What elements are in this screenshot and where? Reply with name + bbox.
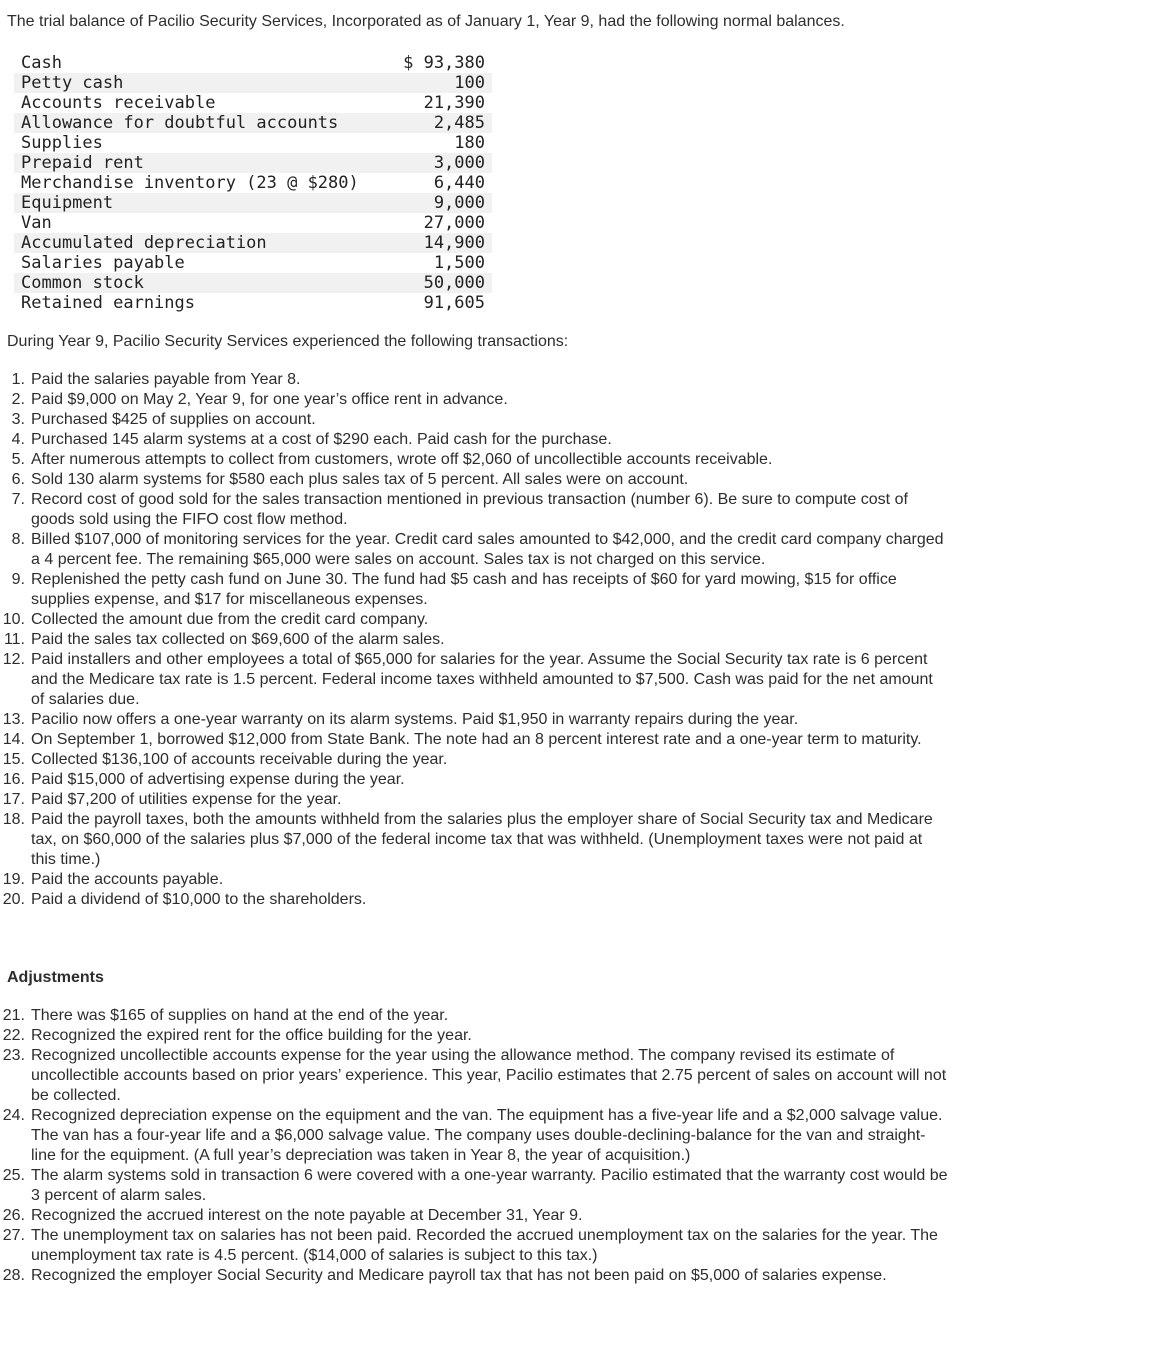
item-number: 23. [2, 1047, 25, 1064]
adjustments-list [0, 1006, 950, 1286]
item-number: 17. [2, 791, 25, 808]
adjustment-item [0, 1106, 950, 1166]
item-number: 9. [11, 571, 25, 588]
adjustments-heading: Adjustments [7, 969, 104, 986]
adjustment-item [0, 1166, 950, 1206]
item-text: Paid $9,000 on May 2, Year 9, for one year’s office rent in advance. [31, 391, 508, 408]
adjustment-item [0, 1006, 950, 1026]
transaction-item [0, 410, 950, 430]
item-text: Recognized the employer Social Security and Medicare payroll tax that has not been paid on $5,000 of salaries expense. [31, 1267, 887, 1284]
item-number: 27. [2, 1227, 25, 1244]
item-number: 2. [11, 391, 25, 408]
item-number: 19. [2, 871, 25, 888]
item-number: 20. [2, 891, 25, 908]
transaction-item [0, 530, 950, 570]
account-name: Allowance for doubtful accounts [14, 113, 368, 133]
item-text: On September 1, borrowed $12,000 from State Bank. The note had an 8 percent interest rate and a one-year term to maturity. [31, 731, 922, 748]
account-name: Supplies [21, 133, 103, 153]
transaction-item [0, 390, 950, 410]
item-text: Paid the sales tax collected on $69,600 of the alarm sales. [31, 631, 445, 648]
item-number: 3. [11, 411, 25, 428]
adjustment-item [0, 1266, 950, 1286]
item-text: Replenished the petty cash fund on June 30. The fund had $5 cash and has receipts of $60 for yard mowing, $15 for office supplies expense, and $17 for miscellaneous expenses. [31, 571, 897, 608]
account-amount: 6,440 [433, 173, 485, 193]
account-name: Cash [21, 53, 62, 73]
adjustment-item [0, 1226, 950, 1266]
account-name: Van [21, 213, 52, 233]
item-text: Paid the accounts payable. [31, 871, 224, 888]
transaction-item [0, 770, 950, 790]
trial-balance-row [14, 53, 492, 73]
trial-balance-row [14, 293, 492, 313]
account-amount: 180 [454, 133, 485, 153]
item-number: 4. [11, 431, 25, 448]
item-number: 18. [2, 811, 25, 828]
trial-balance-row [14, 173, 492, 193]
item-number: 22. [2, 1027, 25, 1044]
account-amount: 9,000 [368, 193, 492, 213]
account-amount: 1,500 [433, 253, 485, 273]
item-text: Paid $7,200 of utilities expense for the year. [31, 791, 342, 808]
item-number: 7. [11, 491, 25, 508]
transactions-list [0, 370, 950, 910]
item-text: Purchased $425 of supplies on account. [31, 411, 316, 428]
transaction-item [0, 450, 950, 470]
item-number: 12. [2, 651, 25, 668]
item-number: 10. [2, 611, 25, 628]
transaction-item [0, 790, 950, 810]
transaction-item [0, 470, 950, 490]
trial-balance-row [14, 193, 492, 213]
item-text: After numerous attempts to collect from customers, wrote off $2,060 of uncollectible accounts receivable. [31, 451, 773, 468]
transaction-item [0, 750, 950, 770]
account-amount: 91,605 [423, 293, 485, 313]
item-number: 16. [2, 771, 25, 788]
transaction-item [0, 870, 950, 890]
intro-text: The trial balance of Pacilio Security Services, Incorporated as of January 1, Year 9, had the following normal balances. [7, 13, 845, 30]
item-text: Record cost of good sold for the sales transaction mentioned in previous transaction (number 6). Be sure to compute cost of goods sold using the FIFO cost flow method. [31, 491, 908, 528]
transaction-item [0, 630, 950, 650]
transaction-item [0, 370, 950, 390]
account-amount: 14,900 [368, 233, 492, 253]
item-text: Recognized the expired rent for the office building for the year. [31, 1027, 472, 1044]
trial-balance-table [14, 53, 492, 313]
trial-balance-row [14, 93, 492, 113]
account-amount: 3,000 [368, 153, 492, 173]
item-number: 25. [2, 1167, 25, 1184]
item-number: 1. [11, 371, 25, 388]
trial-balance-row [14, 73, 492, 93]
item-text: Recognized the accrued interest on the note payable at December 31, Year 9. [31, 1207, 583, 1224]
item-text: Sold 130 alarm systems for $580 each plus sales tax of 5 percent. All sales were on account. [31, 471, 689, 488]
item-number: 6. [11, 471, 25, 488]
item-text: Billed $107,000 of monitoring services for the year. Credit card sales amounted to $42,000, and the credit card company charged a 4 percent fee. The remaining $65,000 were sales on account. Sales tax is not charged on this service. [31, 531, 944, 568]
account-name: Salaries payable [21, 253, 185, 273]
trial-balance-row [14, 153, 492, 173]
account-name: Accumulated depreciation [14, 233, 368, 253]
item-text: Paid the salaries payable from Year 8. [31, 371, 301, 388]
transaction-item [0, 650, 950, 710]
item-number: 8. [11, 531, 25, 548]
item-text: There was $165 of supplies on hand at the end of the year. [31, 1007, 449, 1024]
item-number: 24. [2, 1107, 25, 1124]
trial-balance-row [14, 273, 492, 293]
item-text: Pacilio now offers a one-year warranty on its alarm systems. Paid $1,950 in warranty repairs during the year. [31, 711, 799, 728]
account-name: Retained earnings [21, 293, 195, 313]
account-name: Equipment [14, 193, 368, 213]
account-name: Petty cash [14, 73, 368, 93]
transactions-intro: During Year 9, Pacilio Security Services experienced the following transactions: [7, 333, 569, 350]
transaction-item [0, 710, 950, 730]
item-number: 11. [3, 631, 25, 648]
item-number: 15. [2, 751, 25, 768]
account-amount: 21,390 [423, 93, 485, 113]
trial-balance-row [14, 253, 492, 273]
item-text: Paid a dividend of $10,000 to the shareholders. [31, 891, 367, 908]
item-text: Paid the payroll taxes, both the amounts withheld from the salaries plus the employer share of Social Security tax and Medicare tax, on $60,000 of the salaries plus $7,000 of the federal income tax that was withheld. (Unemployment taxes were not paid at this time.) [31, 811, 933, 868]
item-text: Paid $15,000 of advertising expense during the year. [31, 771, 405, 788]
trial-balance-row [14, 233, 492, 253]
item-text: The alarm systems sold in transaction 6 were covered with a one-year warranty. Pacilio estimated that the warranty cost would be 3 percent of alarm sales. [31, 1167, 948, 1204]
item-text: Recognized uncollectible accounts expense for the year using the allowance method. The company revised its estimate of uncollectible accounts based on prior years’ experience. This year, Pacilio estimates that 2.75 percent of sales on account will not be collected. [31, 1047, 947, 1104]
item-text: The unemployment tax on salaries has not been paid. Recorded the accrued unemployment tax on the salaries for the year. The unemployment tax rate is 4.5 percent. ($14,000 of salaries is subject to this tax.) [31, 1227, 938, 1264]
transaction-item [0, 730, 950, 750]
transaction-item [0, 430, 950, 450]
item-text: Collected the amount due from the credit card company. [31, 611, 429, 628]
item-number: 14. [2, 731, 25, 748]
item-number: 26. [2, 1207, 25, 1224]
adjustment-item [0, 1046, 950, 1106]
transaction-item [0, 490, 950, 530]
item-text: Collected $136,100 of accounts receivable during the year. [31, 751, 448, 768]
adjustment-item [0, 1026, 950, 1046]
account-amount: 50,000 [368, 273, 492, 293]
item-number: 5. [11, 451, 25, 468]
trial-balance-row [14, 213, 492, 233]
transaction-item [0, 570, 950, 610]
trial-balance-row [14, 133, 492, 153]
account-name: Accounts receivable [21, 93, 216, 113]
account-name: Merchandise inventory (23 @ $280) [21, 173, 359, 193]
item-number: 13. [2, 711, 25, 728]
account-amount: $ 93,380 [403, 53, 485, 73]
item-text: Recognized depreciation expense on the equipment and the van. The equipment has a five-year life and a $2,000 salvage value. The van has a four-year life and a $6,000 salvage value. The company uses double-declining-balance for the van and straight-line for the equipment. (A full year’s depreciation was taken in Year 8, the year of acquisition.) [31, 1107, 943, 1164]
item-number: 21. [2, 1007, 25, 1024]
transaction-item [0, 610, 950, 630]
transaction-item [0, 890, 950, 910]
account-name: Common stock [14, 273, 368, 293]
trial-balance-row [14, 113, 492, 133]
item-number: 28. [2, 1267, 25, 1284]
account-amount: 2,485 [368, 113, 492, 133]
adjustment-item [0, 1206, 950, 1226]
account-amount: 27,000 [423, 213, 485, 233]
account-name: Prepaid rent [14, 153, 368, 173]
account-amount: 100 [368, 73, 492, 93]
item-text: Purchased 145 alarm systems at a cost of $290 each. Paid cash for the purchase. [31, 431, 612, 448]
item-text: Paid installers and other employees a total of $65,000 for salaries for the year. Assume the Social Security tax rate is 6 percent and the Medicare tax rate is 1.5 percent. Federal income taxes withheld amounted to $7,500. Cash was paid for the net amount of salaries due. [31, 651, 933, 708]
transaction-item [0, 810, 950, 870]
